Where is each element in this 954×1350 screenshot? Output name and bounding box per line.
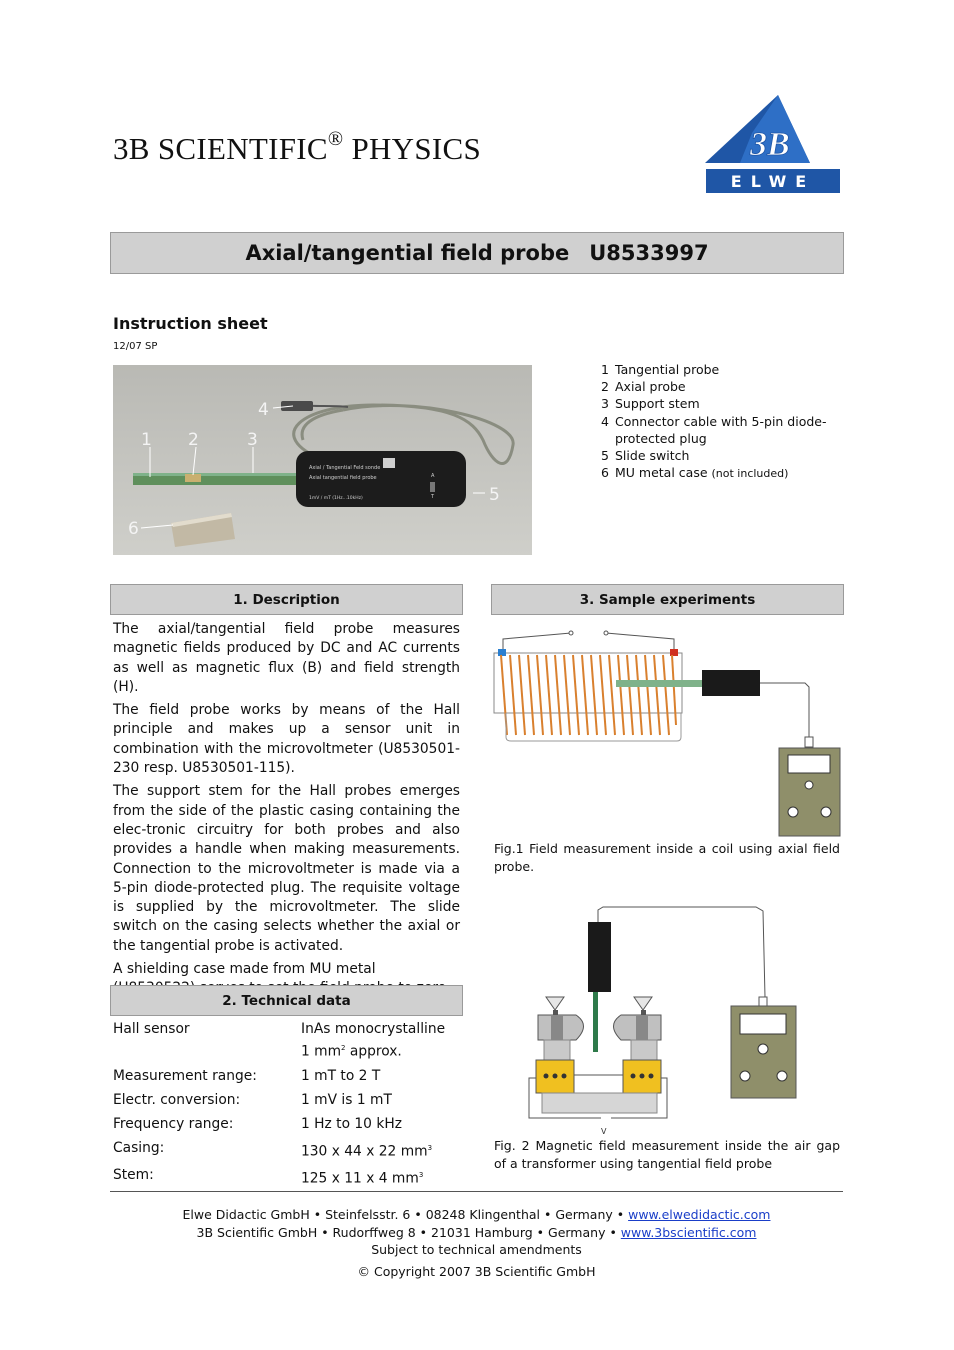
description-paragraph: The axial/tangential field probe measures magnetic fields produced by DC and AC currents as well as magnetic flux (B) and field strength (H). bbox=[113, 621, 460, 695]
tech-row: Measurement range: 1 mT to 2 T bbox=[113, 1067, 381, 1084]
description-paragraph: The field probe works by means of the Hall principle and makes up a sensor unit in combination with the microvoltmeter (U8530501-230 resp. U8530501-115). bbox=[113, 702, 460, 777]
tech-row: Electr. conversion: 1 mV is 1 mT bbox=[113, 1091, 392, 1108]
figure-1-coil-diagram bbox=[491, 625, 844, 840]
box-label-2: Axial tangential field probe bbox=[309, 475, 377, 481]
callout-1: 1 bbox=[141, 430, 152, 450]
legend-item: 5 Slide switch bbox=[601, 448, 690, 464]
description-text bbox=[113, 620, 460, 1003]
technical-data-table bbox=[113, 1020, 463, 1194]
parts-legend bbox=[601, 361, 841, 482]
figure-2-caption: Fig. 2 Magnetic field measurement inside the air gap of a transformer using tangential field probe bbox=[494, 1138, 840, 1171]
elwe-website-link[interactable]: www.elwedidactic.com bbox=[628, 1207, 771, 1222]
callout-5: 5 bbox=[489, 485, 500, 505]
product-code: U8533997 bbox=[589, 241, 709, 265]
section-technical-header: 2. Technical data bbox=[110, 985, 463, 1016]
brand-title: 3B SCIENTIFIC® PHYSICS bbox=[113, 128, 482, 166]
callout-3: 3 bbox=[247, 430, 258, 450]
callout-4: 4 bbox=[258, 400, 269, 420]
document-title-bar bbox=[110, 232, 844, 274]
footer-divider bbox=[110, 1191, 843, 1192]
footer-address: Elwe Didactic GmbH • Steinfelsstr. 6 • 08248 Klingenthal • Germany • www.elwedidactic.com 3B Scientific GmbH • Rudorffweg 8 • 21031 Hamburg • Germany • www.3bscientific.com Subject to technical amendments bbox=[182, 1207, 771, 1257]
tech-row: Stem: 125 x 11 x 4 $mm^3$ bbox=[113, 1167, 424, 1187]
fig1-switch-a: A bbox=[767, 673, 772, 680]
section-description-header: 1. Description bbox=[110, 584, 463, 615]
logo-3b-text: 3B bbox=[750, 126, 790, 163]
tech-row: Casing: 130 x 44 x 22 $mm^3$ bbox=[113, 1139, 433, 1160]
document-date: 12/07 SP bbox=[113, 341, 158, 352]
legend-item: 1 Tangential probe bbox=[601, 362, 720, 377]
3bscientific-website-link[interactable]: www.3bscientific.com bbox=[620, 1224, 757, 1240]
description-paragraph: A shielding case made from MU metal bbox=[113, 961, 376, 978]
legend-item: 6 MU metal case (not included) bbox=[601, 465, 789, 481]
box-switch-t: T bbox=[431, 494, 435, 500]
box-label-1: Axial / Tangential Feld sonde bbox=[309, 465, 381, 471]
legend-item: 3 Support stem bbox=[601, 396, 700, 412]
logo-elwe-text: ELWE bbox=[730, 172, 816, 191]
tech-row: Hall sensor InAs monocrystalline 1 $mm^2$ approx. bbox=[113, 1021, 446, 1060]
figure-1-caption: Fig.1 Field measurement inside a coil using axial field probe. bbox=[494, 841, 840, 874]
legend-item: 2 Axial probe bbox=[601, 379, 686, 395]
legend-item: 4 Connector cable with 5-pin diode-protected plug bbox=[601, 413, 827, 446]
elwe-3b-logo bbox=[700, 95, 842, 195]
tech-row: Frequency range: 1 Hz to 10 kHz bbox=[113, 1115, 402, 1132]
copyright: © Copyright 2007 3B Scientific GmbH bbox=[357, 1264, 596, 1279]
product-photo bbox=[113, 365, 532, 555]
callout-2: 2 bbox=[188, 430, 199, 450]
figure-2-transformer-diagram bbox=[491, 900, 844, 1138]
product-name: Axial/tangential field probe bbox=[245, 241, 570, 265]
fig2-label-v: V bbox=[601, 1127, 607, 1136]
callout-6: 6 bbox=[128, 519, 139, 539]
description-paragraph: The support stem for the Hall probes emerges from the side of the plastic casing containing the elec-tronic circuitry for both probes and also provides a handle when making measurements. Connection to the microvoltmeter is made via a 5-pin diode-protected plug. The requisite voltage is supplied by the microvoltmeter. The slide switch on the casing selects whether the axial or the tangential probe is activated. bbox=[113, 783, 460, 954]
box-spec: 1mV / mT (1Hz...10kHz) bbox=[309, 496, 363, 501]
box-switch-a: A bbox=[431, 473, 435, 479]
section-experiments-header: 3. Sample experiments bbox=[491, 584, 844, 615]
instruction-heading: Instruction sheet bbox=[113, 314, 268, 333]
fig1-switch-t: T bbox=[767, 688, 771, 695]
